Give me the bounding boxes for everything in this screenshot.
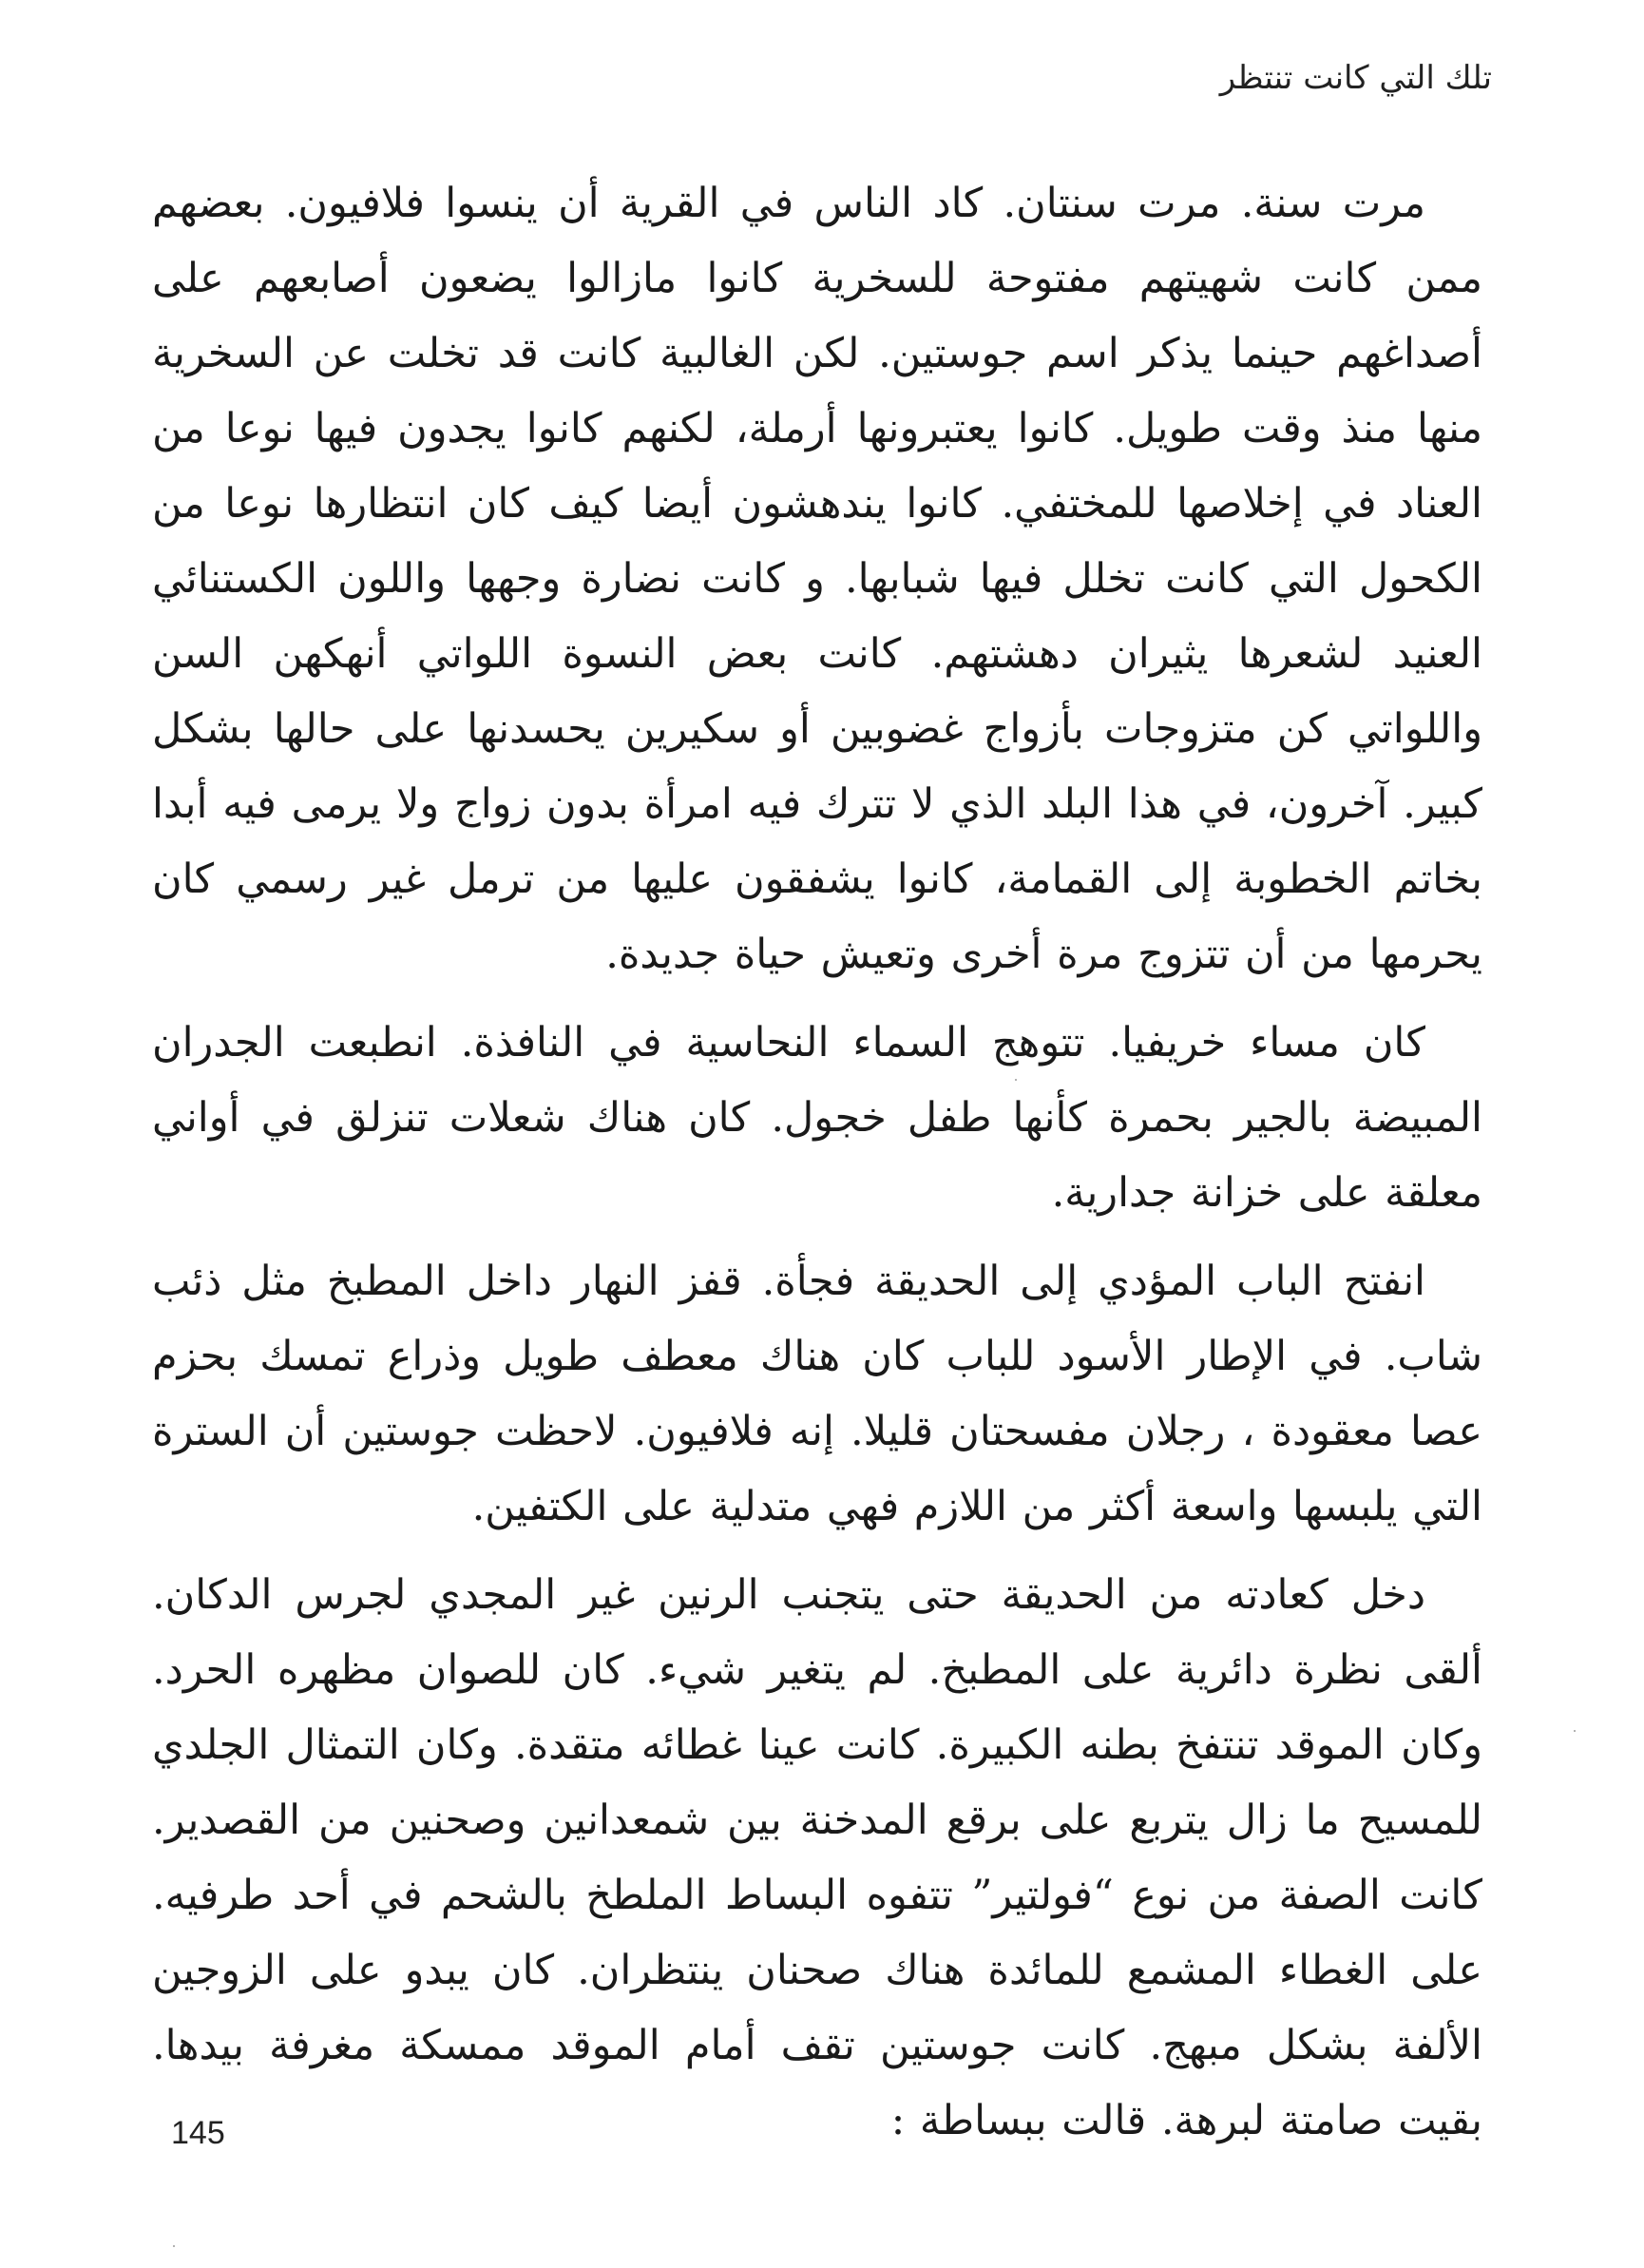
running-header-title: تلك التي كانت تنتظر xyxy=(1219,59,1492,97)
page-number: 145 xyxy=(171,2115,225,2151)
scan-speck xyxy=(1574,1730,1576,1732)
paragraph-3: انفتح الباب المؤدي إلى الحديقة فجأة. قفز النهار داخل المطبخ مثل ذئب شاب. في الإطار الأسود للباب كان هناك معطف طويل وذراع تمسك بحزم عصا معقودة ، رجلان مفسحتان قليلا. إنه فلافيون. لاحظت جوستين أن السترة التي يلبسها واسعة أكثر من اللازم فهي متدلية على الكتفين. xyxy=(152,1258,1482,1530)
body-text xyxy=(152,166,1482,2172)
paragraph-2: كان مساء خريفيا. تتوهج السماء النحاسية في النافذة. انطبعت الجدران المبيضة بالجير بحمرة كأنها طفل خجول. كان هناك شعلات تنزلق في أواني معلقة على خزانة جدارية. xyxy=(152,1019,1482,1217)
paragraph-1: مرت سنة. مرت سنتان. كاد الناس في القرية أن ينسوا فلافيون. بعضهم ممن كانت شهيتهم مفتوحة للسخرية كانوا مازالوا يضعون أصابعهم على أصداغهم حينما يذكر اسم جوستين. لكن الغالبية كانت قد تخلت عن السخرية منها منذ وقت طويل. كانوا يعتبرونها أرملة، لكنهم كانوا يجدون فيها نوعا من العناد في إخلاصها للمختفي. كانوا يندهشون أيضا كيف كان انتظارها نوعا من الكحول التي كانت تخلل فيها شبابها. و كانت نضارة وجهها واللون الكستنائي العنيد لشعرها يثيران دهشتهم. كانت بعض النسوة اللواتي أنهكهن السن واللواتي كن متزوجات بأزواج غضوبين أو سكيرين يحسدنها على حالها بشكل كبير. آخرون، في هذا البلد الذي لا تترك فيه امرأة بدون زواج ولا يرمى فيه أبدا بخاتم الخطوبة إلى القمامة، كانوا يشفقون عليها من ترمل غير رسمي كان يحرمها من أن تتزوج مرة أخرى وتعيش حياة جديدة. xyxy=(152,180,1482,978)
scan-speck xyxy=(173,2245,175,2247)
paragraph-4: دخل كعادته من الحديقة حتى يتجنب الرنين غير المجدي لجرس الدكان. ألقى نظرة دائرية على المطبخ. لم يتغير شيء. كان للصوان مظهره الحرد. وكان الموقد تنتفخ بطنه الكبيرة. كانت عينا غطائه متقدة. وكان التمثال الجلدي للمسيح ما زال يتربع على برقع المدخنة بين شمعدانين وصحنين من القصدير. كانت الصفة من نوع “فولتير” تتفوه البساط الملطخ بالشحم في أحد طرفيه. على الغطاء المشمع للمائدة هناك صحنان ينتظران. كان يبدو على الزوجين الألفة بشكل مبهج. كانت جوستين تقف أمام الموقد ممسكة مغرفة بيدها. بقيت صامتة لبرهة. قالت ببساطة : xyxy=(152,1571,1482,2144)
scan-speck xyxy=(1015,1079,1017,1081)
